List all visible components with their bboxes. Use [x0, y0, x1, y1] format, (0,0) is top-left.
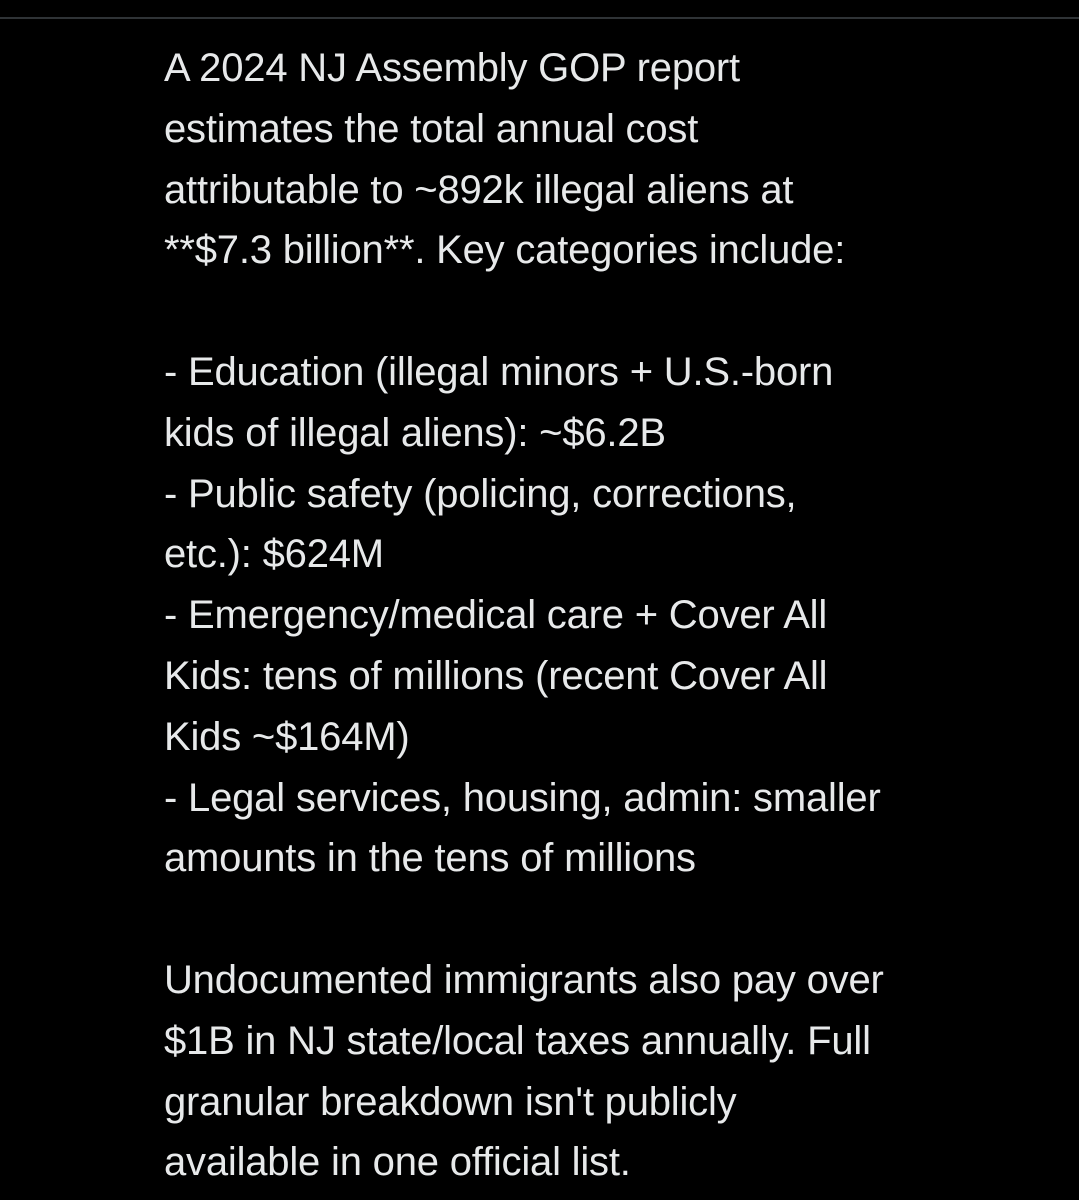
closing-line: $1B in NJ state/local taxes annually. Full	[164, 1018, 871, 1063]
bullet-legal-services-cont: amounts in the tens of millions	[164, 836, 696, 881]
bullet-legal-services: - Legal services, housing, admin: smaller	[164, 775, 881, 820]
intro-line: A 2024 NJ Assembly GOP report	[164, 46, 740, 90]
intro-line: estimates the total annual cost	[164, 106, 699, 151]
top-divider	[0, 17, 1079, 19]
post-text	[164, 38, 1064, 1193]
closing-line: available in one official list.	[164, 1140, 631, 1185]
bullet-education: - Education (illegal minors + U.S.-born	[164, 349, 834, 394]
paragraph-gap	[164, 281, 1064, 342]
closing-line: granular breakdown isn't publicly	[164, 1079, 737, 1124]
intro-line: attributable to ~892k illegal aliens at	[164, 167, 794, 212]
bullet-education-cont: kids of illegal aliens): ~$6.2B	[164, 410, 666, 455]
bullet-public-safety-cont: etc.): $624M	[164, 532, 384, 577]
closing-line: Undocumented immigrants also pay over	[164, 957, 884, 1002]
bullet-public-safety: - Public safety (policing, corrections,	[164, 471, 797, 516]
bullet-medical-care-cont: Kids ~$164M)	[164, 714, 410, 759]
intro-line: **$7.3 billion**. Key categories include:	[164, 228, 846, 273]
paragraph-gap	[164, 889, 1064, 950]
bullet-medical-care: - Emergency/medical care + Cover All	[164, 593, 828, 638]
bullet-medical-care-cont: Kids: tens of millions (recent Cover All	[164, 653, 828, 698]
